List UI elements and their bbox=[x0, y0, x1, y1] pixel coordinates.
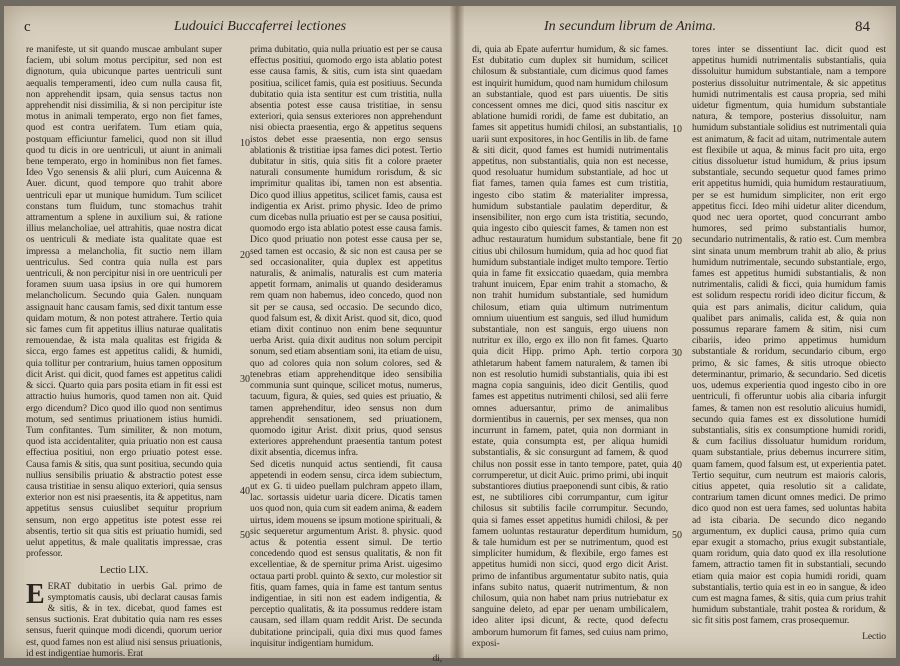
right-column-2 bbox=[692, 44, 886, 642]
catchword: Lectio bbox=[862, 630, 886, 642]
right-page bbox=[464, 6, 896, 658]
right-page-header bbox=[484, 16, 882, 38]
right-col1-body: di, quia ab Epate auferrtur humidum, & sic fames. Est dubitatio cum duplex sit humidum, scilicet chilosum & substantiale, cum dicimus quod fames est inquirit humidum, quod nam humidum chilosum an substantiale, quod est pars uiuentis. De sitis concessent omnes me dici, quod sitis nascitur ex ablatione humidi roridi, de fame est dubitatio, an fames sit appetitus humidi chilosi, an substantialis, uarii sunt expositores, in hoc Gentilis in lib. de fame & siti dicit, quod fames est humidi nutrimentalis appetitus, non substantialis, quia non est necesse, quod resoluatur humidum substantiale, ad hoc ut fiat fames, tamen quia fames est cum tristitia, ingesto cibo statim & materialiter impressa, humidum substantiale paulatim deperditur, & insensibiliter, non ergo cum ista tristitia, secundo, quia ingesto cibo quiescit fames, & tamen non est adhuc restauratum humidum substantiale, bene fit citius ubi chilosum humidum, quia ad hoc quod fiat humidum substantiale indiget multo tempore. Tertio quia in fame fit exsiccatio quaedam, quia membra trahunt inuicem, Epar enim trahit a stomacho, & non trahit humidum substantiale, sed humidum chilosum, etiam quia ultimum nutrimentum omnium uiuentium est sanguis, sed illud humidum substantiale, non est sanguis, ergo uiuens non nutritur ex illo, ergo ex illo non fit fames. Quarto quia dicit Hipp. primo Aph. tertio corpora athletarum habent famem naturalem, & tamen ibi non est resolutio humidi substantialis, quia ibi est magna copia sanguinis, ideo dicit Gentilis, quod fames est appetitus nutrimenti chilosi, sed alii ferre omnes aduersantur, primo de animalibus dormientibus in cauernis, per sex menses, qua non incurrunt in famem, patet, quia non dormiant in estate, quia consumpta est, per aliqua humidi substantialis, & sic consurgunt ad famem, & quod chilus non possit esse in tanto tempore, patet, quia corrumperetur, ut dicit Auic. primo primi, ubi inquit substantiores diutius praeponendi sunt cibis, & ratio est, ne subtiliores cibi corrumpantur, cum igitur chilosus sit subtilis facile corrumpitur. Secundo, quia si fames esset appetitus humidi chilosi, & per famem uoluntas restauratur deperditum humidum, & tale humidum est per se nutrimentum, quod est simpliciter humidum, & flexibile, ergo fames est appetitus humidi non sicci, quod ergo dicit Arist. primo de infantibus argumentatur subito natis, quia infans subito natus, quaerit nutrimentum, & non chilosum, quia non habet nam prius nutriebatur ex sanguine deleto, ad epar per uenam umbilicalem, ideo aliter ipsi dicunt, & recte, quod defectu amborum humorum fit fames, sed cuius nam primo, exposi- bbox=[472, 44, 668, 649]
left-column-1 bbox=[26, 44, 222, 659]
left-page-number: c bbox=[24, 19, 31, 35]
right-running-head: In secundum librum de Anima. bbox=[544, 19, 716, 34]
left-col1-body: re manifeste, ut sit quando muscae ambulant super faciem, ubi solum motus percipitur, sed non est dignotum, quia ubicunque partes uentriculi sunt aequalis temperamenti, ideo cum nulla causa fit, non apprehendit ipsam, quia sensus tactus non apprehendit nisi dissimilia, & si non percipitur iste motus in animali temperato, ergo non fiet fames, quod est contra uerifatem. Tum etiam quia, postquam efficiuntur famelici, quod non sit illud quod tu dicis in ore uentriculi, ut aiunt in animali bene temperato, ergo in hominibus non fiet fames. Ideo Vgo senensis & alii pluri, cum Auicenna & Auer. dicunt, quod tempore quo trahit abore uentriculi epar ut munique humidum. Tum scilicet constans tum fluidum, tunc stomachus trahit attramentum a splene in auxilium sui, & ratione illius melancholiae, uel attrahitis, quae nostra dicat os uentriculi & mediate ista qualitate quae est impressa a melancholia, fit suctio nem illam uentriculus. Sed contra quia nulla est pars uentriculi, & non percipitur nisi in ore uentriculi per foramen suum uasa ipsius in ore qui humorem melancholicum. Secundo quia Galen. nunquam assignauit hanc causam famis, sed dixit tantum esse quidam motum, & non potest attrahere. Tertio quia sic fames cum fit appetitus illius naturae qualitatis remouendae, & ista mala qualitas est frigida & sicca, ergo fames est appetitus calidi, & humidi, quia tollitur per contrarium, huius tamen oppositum dicit Arist. qui dicit, quod fames est appetitus calidi & sicci. Quarto quia pars posita etiam in fit essi est attractio huius humoris, quod tamen non ait. Quid ergo dicendum? Dico quod illo quod non sentimus motum, sed sentimus priuationem istius humidi. Tum confitantes. Tum similiter, & non motum, quod ista accidentaliter, quia priuatio non est causa effectiua positiui, non ergo priuatio potest esse. Causa famis & sitis, qua sunt positiua, secundo quia nullius sensibilis priuatio & abstractio potest esse causa tristitiae in sensu aliquo exteriori, quia sensus exterior non est nisi praesentis, ita & appetitus, nam appetitus sensus cuiuslibet sequitur proprium sensum, non ergo appetitus iste potest esse rei absentis, tertio sit qua sitis est priuatio humidi, sed uelut appetitus, & male qualitatis impressae, cras professor. bbox=[26, 44, 222, 560]
lectio-heading: Lectio LIX. bbox=[99, 565, 149, 577]
line-number: 10 bbox=[240, 138, 250, 149]
line-number: 20 bbox=[240, 250, 250, 261]
book-gutter bbox=[450, 6, 464, 658]
line-number: 40 bbox=[672, 460, 682, 471]
line-number: 50 bbox=[672, 530, 682, 541]
book-spread bbox=[4, 6, 896, 664]
left-page bbox=[4, 6, 450, 664]
left-running-head: Ludouici Buccaferrei lectiones bbox=[174, 19, 347, 34]
left-col2-body: prima dubitatio, quia nulla priuatio est per se causa effectus positiui, quomodo ergo ista ablatio potest esse causa famis, & sitis, cum ista sint quaedam positiua, scilicet famis, quia est positiuus. Secunda dubitatio quia ista sentitur est cum tristitia, nulla absentia potest esse causa tristitiae, in sensu exteriori, quia sensus exteriores non apprehendunt nisi obiecta praesentia, ergo & appetitus sequens istos debet esse praesentia, non ergo sensus ablationis & tristitiae ipsa fames dici potest. Tertio dubitatur in sitis, quia sitis fit a colore praeter naturali consumente humidum rorisdum, & sic imprimitur qualitas ibi, tamen non est absentia. Dico quod illius appetitus, scilicet famis, causa est indigentia ex Arist. primo physic. Ideo de primo cum dicebas nulla priuatio est per se causa positiui, quomodo ergo ista ablatio potest esse causa famis. Dico quod priuatio non potest esse causa per se, sed tamen est occasio, & sic non est causa per se sed occasionaliter, quia duplex est appetitus naturalis, & animalis, naturalis est cum materia appetit formam, animalis ut quando desideramus rem quam non habemus, ideo concedo, quod non sit per se causa, sed occasio. De secundo dico, quod falsum est, & dixit Arist. quod sit, dico, quod etiam dixit continuo non enim bene sequuntur uerba Arist. quia dixit auditus non solum percipit sonum, sed etiam absentiam soni, ita etiam de uisu, quo ad colores quia non solum colores, sed & tenebras etiam apprehenditque ideo sensibilia communia sunt quinque, scilicet motus, numerus, tacuum, figura, & quies, sed quies est priuatio, & tamen apprehenditur, ideo sensus non dum apprehendit sensationem, sed priuationem, quomodo igitur Arist. dixit prius, quod sensus exteriores apprehendunt praesentia tantum potest dixit absentia, dicemus infra. bbox=[250, 44, 442, 459]
left-col2-after-body: Sed dicetis nunquid actus sentiendi, fit causa appetendi in eodem sensu, circa idem subiectum, ut ex G. ti uideo puellam pulchram appeto illam, lac. sortassis uidetur uaria dicere. Dicatis tamen uos quod non, quia cum sit eadem anima, & eadem uirtus, idem mouens se ipsum motione spirituali, & sic sequeretur argumentum Arist. 8. physic. quod actus & potentia essent simul. De tertio concedendo quod est sensus qualitatis, & non fit excellentiae, & de spernitur prima Arist. uigesimo octaua parti probl. quinto & sexto, cur molestior sit fitis, quam fames, quia in fame est tantum sentus indigentiae, in siti non est eadem indigentia, & perceptio qualitatis, & ita possumus reddere istam causam, sed illam quam reddit Arist. De secunda dubitatione principali, quia dixi mus quod fames inquisitur indigentiam humidum. bbox=[250, 458, 442, 649]
left-col1-after-text: ERAT dubitatio in uerbis Gal. primo de symptomatis causis, ubi declarat causas famis & sitis, & in tex. dicebat, quod fames est sensus suctionis. Erat dubitatio quia nam res esses sensus, fuerit quinque modi dicendi, quorum uerior est, quod fames non est aliud nisi sensus priuationis, id est indigentiae humoris. Erat bbox=[26, 580, 222, 659]
dropcap: E bbox=[26, 578, 45, 610]
right-col2-body: tores inter se dissentiunt Iac. dicit quod est appetitus humidi nutrimentalis substantialis, quia dissoluitur humidum substantiale, nam a tempore posterius dissoluitur nutrimentale, & sic appetitus humidi nutrimentalis est causa propria, sed mihi uidetur figmentum, quia humidum substantiale natura, & tempore, posterius dissoluitur, nam humidum substantiale solidius est nutrimentali quia est animatum, & facit ad uitam, nutrimentale autem est flexibile ut aqua, & minus facit pro uita, ergo citius dissoluetur istud humidum, & prius ipsum substantiale, secundo sequetur quod fames primo erit appetitus humidi, quia humidum restauratiuum, per se est humidum simpliciter, non erit ergo appetitus ficci. Ideo mihi uidetur aliter dicendum, quod nec uera oportet, quod concurrant ambo humores, sed primo substantialis humor, secundario nutrimentalis, & ratio est. Cum membra sint sinata unum membrum trahit ab alio, & prius humidum nutrimentale, secundo substantiale, ergo, fames est appetitus humidi substantialis, & non nutrimentalis, calidi & ficci, quia humidum famis est solidum respectu roridi ideo dicitur ficcum, & quia est pars animalis, dicitur calidum, quia qualibet pars animalis, calida est, & quia non possumus reparare famem & sitim, nisi cum cibariis, ideo primo appetimus humidum substantiale & roridum, secundario cibum, ergo primo, & sic fames, & sitis utroque obiecto determinantur, primario, & secundario. Sed dicetis uos, udemus experientia quod ingesto cibo in ore uentriculi, fi offeruntur uobis alia cibaria infurgit fames, & tamen non est resolutio alicuius humidi, secundo quia fames est ex dissolutione humidi substantialis, sitis ex consumptione humidi roridi, & cum facilius dissoluatur humidum roridum, quam substantiale, prius debemus incurrere sitim, quam famem, quod falsum est, ut experientia patet. Tertio sequitur, cum neutrum est maioris caloris, citius appetet, quia resolutio sit a calidate, contrarium tamen dicunt omnes medici. De primo dico quod non est uera fames, sed uoluntas habita ad ista cibaria. De secundo dico negando argumentum, ex duplici causa, primo quia cum epar exugit a stomacho, prius exugit substantiale, quam roridum, quia dato quod ex illa resolutione famem, attractio tamen fit in substantiali, secundo etiam quia maior est copia humidi roridi, quam substantialis, tertio quia est in eo in sangue, & ideo cum est magna fames, & sitis, quia cum prius trahit humidum substantiale, trahit postea & roridum, & sic fit sitis post famem, cras prosequemur. bbox=[692, 44, 886, 627]
line-number: 30 bbox=[672, 348, 682, 359]
line-number: 30 bbox=[240, 374, 250, 385]
line-number: 20 bbox=[672, 236, 682, 247]
right-page-number: 84 bbox=[855, 19, 870, 35]
left-page-header bbox=[24, 16, 436, 38]
right-column-1 bbox=[472, 44, 668, 649]
catchword: di, bbox=[432, 652, 442, 664]
left-col1-after-body bbox=[26, 578, 222, 659]
left-column-2 bbox=[250, 44, 442, 664]
line-number: 40 bbox=[240, 486, 250, 497]
line-number: 10 bbox=[672, 124, 682, 135]
line-number: 50 bbox=[240, 530, 250, 541]
